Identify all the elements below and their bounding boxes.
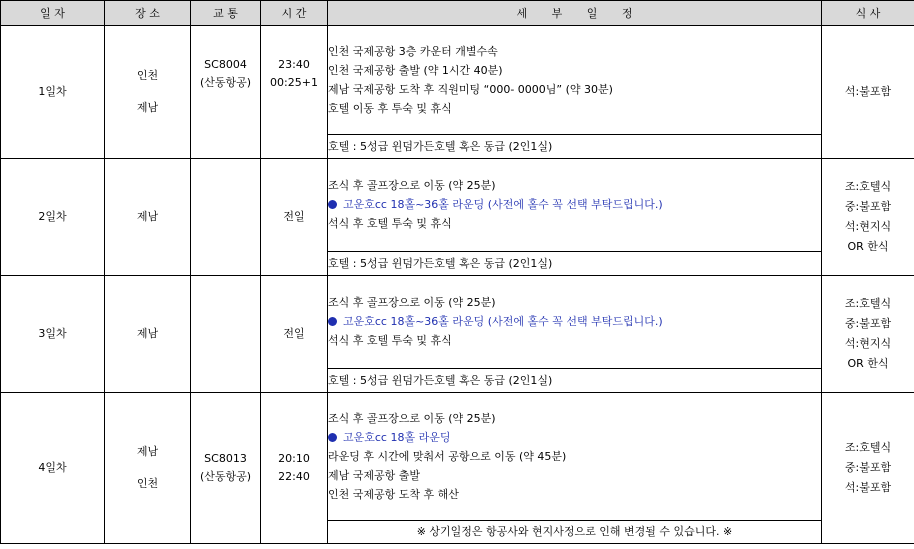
day4-label: 4일차 (1, 393, 105, 544)
schedule-line: 제남 국제공항 출발 (328, 468, 421, 482)
day4-meals: 조:호텔식 중:불포함 석:불포함 (822, 393, 914, 544)
schedule-line: 제남 국제공항 도착 후 직원미팅 “000- 0000님” (약 30분) (328, 83, 613, 97)
day2-times: 전일 (261, 159, 328, 276)
header-transport: 교 통 (191, 1, 261, 26)
schedule-line: 인천 국제공항 도착 후 해산 (328, 487, 459, 501)
schedule-line: 석식 후 호텔 투숙 및 휴식 (328, 217, 452, 231)
header-meal: 식 사 (822, 1, 914, 26)
bullet-icon (328, 317, 337, 326)
day4-places: 제남 인천 (105, 393, 191, 544)
day3-label: 3일차 (1, 276, 105, 393)
schedule-line: 호텔 이동 후 투숙 및 휴식 (328, 102, 452, 116)
day2-label: 2일차 (1, 159, 105, 276)
day4-schedule (328, 393, 822, 521)
day1-label: 1일차 (1, 26, 105, 159)
day1-times: 23:40 00:25+1 (261, 26, 328, 159)
header-schedule: 세 부 일 정 (328, 1, 822, 26)
day3-places: 제남 (105, 276, 191, 393)
day4-row (1, 393, 914, 521)
schedule-line: 인천 국제공항 출발 (약 1시간 40분) (328, 64, 503, 78)
schedule-line: 라운딩 후 시간에 맞춰서 공항으로 이동 (약 45분) (328, 449, 567, 463)
day1-places: 인천 제남 (105, 26, 191, 159)
schedule-line-highlight: 고운호cc 18홀 라운딩 (328, 428, 821, 447)
day4-times: 20:10 22:40 (261, 393, 328, 544)
day3-row (1, 276, 914, 369)
schedule-change-note: ※ 상기일정은 항공사와 현지사정으로 인해 변경될 수 있습니다. ※ (328, 520, 822, 543)
header-row (1, 1, 914, 26)
day1-schedule (328, 26, 822, 135)
day3-meals: 조:호텔식 중:불포함 석:현지식 OR 한식 (822, 276, 914, 393)
day1-hotel: 호텔 : 5성급 윈덤가든호텔 혹은 동급 (2인1실) (328, 135, 822, 159)
bullet-icon (328, 200, 337, 209)
day2-meals: 조:호텔식 중:불포함 석:현지식 OR 한식 (822, 159, 914, 276)
day2-places: 제남 (105, 159, 191, 276)
header-time: 시 간 (261, 1, 328, 26)
schedule-line: 석식 후 호텔 투숙 및 휴식 (328, 334, 452, 348)
day3-hotel: 호텔 : 5성급 윈덤가든호텔 혹은 동급 (2인1실) (328, 368, 822, 392)
schedule-line: 조식 후 골프장으로 이동 (약 25분) (328, 179, 496, 193)
day2-hotel: 호텔 : 5성급 윈덤가든호텔 혹은 동급 (2인1실) (328, 251, 822, 275)
day1-row (1, 26, 914, 135)
schedule-line-highlight: 고운호cc 18홀~36홀 라운딩 (사전에 홀수 꼭 선택 부탁드립니다.) (328, 312, 821, 331)
schedule-line: 인천 국제공항 3층 카운터 개별수속 (328, 45, 498, 59)
header-day: 일 자 (1, 1, 105, 26)
day3-schedule (328, 276, 822, 369)
day3-times: 전일 (261, 276, 328, 393)
bullet-icon (328, 433, 337, 442)
schedule-line: 조식 후 골프장으로 이동 (약 25분) (328, 411, 496, 425)
schedule-line: 조식 후 골프장으로 이동 (약 25분) (328, 296, 496, 310)
schedule-line-highlight: 고운호cc 18홀~36홀 라운딩 (사전에 홀수 꼭 선택 부탁드립니다.) (328, 195, 821, 214)
day2-row (1, 159, 914, 252)
day2-schedule (328, 159, 822, 252)
day4-transport: SC8013 (산동항공) (191, 393, 261, 544)
day3-transport (191, 276, 261, 393)
header-place: 장 소 (105, 1, 191, 26)
day1-transport: SC8004 (산동항공) (191, 26, 261, 159)
day2-transport (191, 159, 261, 276)
day1-meals: 석:불포함 (822, 26, 914, 159)
